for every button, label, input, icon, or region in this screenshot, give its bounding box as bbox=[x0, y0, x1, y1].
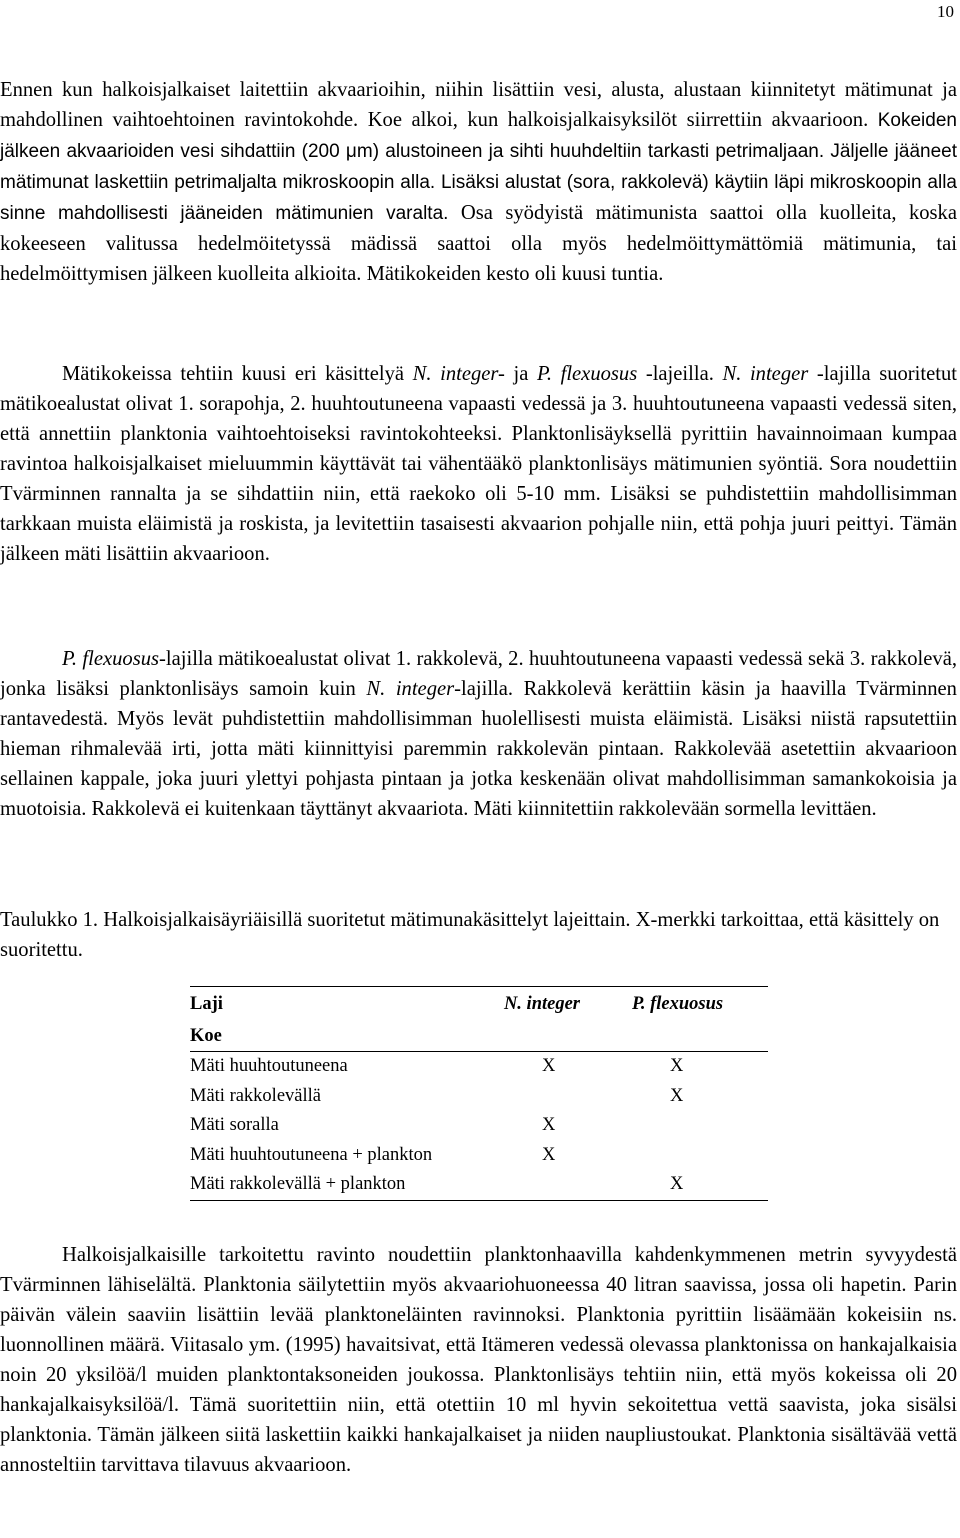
species-name: N. integer bbox=[366, 678, 455, 700]
empty-cell bbox=[622, 1021, 768, 1052]
subheader-koe: Koe bbox=[190, 1021, 504, 1052]
paragraph-2-text: ja bbox=[504, 363, 537, 385]
paragraph-3-text: -lajilla mätikoealustat olivat 1. rakkolevä, 2. huuhtoutuneena vapaasti vedessä sekä 3. rakkolevä, jonka lisäksi planktonlisäys samoin kuin bbox=[0, 648, 957, 700]
table-row bbox=[190, 1052, 768, 1082]
row-label: Mäti huuhtoutuneena + plankton bbox=[190, 1144, 433, 1165]
cell-n-integer bbox=[504, 1082, 622, 1112]
paragraph-4: Halkoisjalkaisille tarkoitettu ravinto noudettiin planktonhaavilla kahdenkymmenen metrin syvyydestä Tvärminnen lähiselältä. Planktonia säilytettiin myös akvaariohuoneessa 40 litran saavissa, jossa oli hapetin. Parin päivän välein saaviin lisättiin levää planktoneläinten ravinnoksi. Planktonia pyrittiin lisäämään kokeisiin ns. luonnollinen määrä. Viitasalo ym. (1995) havaitsivat, että Itämeren vedessä olevassa planktonissa on hankajalkaisia noin 20 yksilöä/l muiden planktontaksoneiden joukossa. Planktonlisäys tehtiin niin, että myös kokeissa oli 20 hankajalkaisyksilöä/l. Tämä suoritettiin niin, että otettiin 10 ml hyvin sekoitettua vettä saavista, joka sisälsi planktonia. Tämän jälkeen siitä laskettiin kaikki hankajalkaiset ja niiden naupliustoukat. Planktonia sisältävää vettä annosteltiin tarvittava tilavuus akvaarioon. bbox=[0, 1244, 957, 1476]
cell-p-flexuosus: X bbox=[669, 1056, 684, 1077]
row-label: Mäti soralla bbox=[190, 1115, 279, 1136]
paragraph-2-text: -lajilla suoritetut mätikoealustat olivat 1. sorapohja, 2. huuhtoutuneena vapaasti vedessä ja 3. huuhtoutuneena vapaasti vedessä siten, että annettiin planktonia vaihtoehtoiseksi ravintokohteeksi. Planktonlisäyksellä pyrittiin havainnoimaan kumpaa ravintoa halkoisjalkaiset mieluummin käyttävät tai vähentääkö planktonlisäys mätimunien syöntiä. Sora noudettiin Tvärminnen rannalta ja se sihdattiin niin, että raekoko oli 5-10 mm. Lisäksi se puhdistettiin mahdollisimman tarkkaan muista eläimistä ja roskista, ja levitettiin tasaisesti akvaarion pohjalle niin, että pohja juuri peittyi. Tämän jälkeen mäti lisättiin akvaarioon. bbox=[0, 363, 957, 565]
cell-n-integer: X bbox=[541, 1144, 556, 1165]
paragraph-1 bbox=[0, 75, 957, 289]
paragraph-1-sentence-1: Ennen kun halkoisjalkaiset laitettiin akvaarioihin, niihin lisättiin vesi, alusta, alustaan kiinnitetyt mätimunat ja mahdollinen vaihtoehtoinen ravintokohde. Koe alkoi, kun halkoisjalkaisyksilöt siirrettiin akvaarioon. bbox=[0, 79, 957, 131]
table-subheader-row bbox=[190, 1021, 768, 1052]
table-row bbox=[190, 1141, 768, 1171]
species-name: N. integer bbox=[722, 363, 809, 385]
table-caption: Taulukko 1. Halkoisjalkaisäyriäisillä suoritetut mätimunakäsittelyt lajeittain. X-merkki tarkoittaa, että käsittely on suoritettu. bbox=[0, 909, 940, 961]
paragraph-3 bbox=[0, 644, 957, 824]
row-label: Mäti rakkolevällä + plankton bbox=[190, 1170, 504, 1200]
header-n-integer: N. integer bbox=[503, 993, 580, 1014]
paragraph-1-sentence-3: Osa syödyistä mätimunista saattoi olla kuolleita, koska kokeeseen valitussa hedelmöitetyssä mädissä saattoi olla myös hedelmöittymättömiä mätimunia, tai hedelmöittymisen jälkeen kuolleita alkioita. Mätikokeiden kesto oli kuusi tuntia. bbox=[0, 202, 957, 285]
cell-n-integer: X bbox=[541, 1115, 556, 1136]
table-row bbox=[190, 1082, 768, 1112]
paragraph-2 bbox=[0, 359, 957, 569]
cell-p-flexuosus bbox=[622, 1111, 768, 1141]
species-name: P. flexuosus bbox=[536, 363, 638, 385]
paragraph-3-text: -lajilla. Rakkolevä kerättiin käsin ja haavilla Tvärminnen rantavedestä. Myös levät puhdistettiin mahdollisimman huolellisesti muista eläimistä. Lisäksi niistä rapsutettiin hieman rihmalevää irti, jotta mäti kiinnittyisi paremmin rakkolevän pintaan. Rakkolevää asetettiin akvaarioon sellainen kappale, joka juuri ylettyi pohjasta pintaan ja jotka keskenään olivat mahdollisimman samankokoisia ja muotoisia. Rakkolevä ei kuitenkaan täyttänyt akvaariota. Mäti kiinnitettiin rakkolevään sormella levittäen. bbox=[0, 678, 957, 820]
table-header-row bbox=[190, 987, 768, 1022]
header-p-flexuosus: P. flexuosus bbox=[631, 993, 724, 1014]
treatment-table bbox=[190, 986, 768, 1201]
table-row bbox=[190, 1111, 768, 1141]
cell-n-integer bbox=[504, 1170, 622, 1200]
species-name: N. integer- bbox=[412, 363, 505, 385]
row-label: Mäti huuhtoutuneena bbox=[190, 1056, 348, 1077]
paragraph-1-sentence-2: Kokeiden jälkeen akvaarioiden vesi sihdattiin (200 μm) alustoineen ja sihti huuhdeltiin tarkasti petrimaljaan. Jäljelle jääneet mätimunat laskettiin petrimaljalta mikroskoopin alla. Lisäksi alustat (sora, rakkolevä) käytiin läpi mikroskoopin alla sinne mahdollisesti jääneiden mätimunien varalta. bbox=[0, 110, 957, 224]
page-number: 10 bbox=[937, 2, 954, 21]
table-row bbox=[190, 1170, 768, 1200]
cell-p-flexuosus bbox=[622, 1141, 768, 1171]
empty-cell bbox=[504, 1021, 622, 1052]
header-laji: Laji bbox=[190, 993, 223, 1014]
species-name: P. flexuosus bbox=[62, 648, 160, 670]
cell-p-flexuosus: X bbox=[669, 1085, 684, 1106]
paragraph-2-text: -lajeilla. bbox=[637, 363, 723, 385]
paragraph-2-text: Mätikokeissa tehtiin kuusi eri käsittelyä bbox=[62, 363, 413, 385]
row-label: Mäti rakkolevällä bbox=[190, 1085, 321, 1106]
cell-n-integer: X bbox=[541, 1056, 556, 1077]
cell-p-flexuosus: X bbox=[622, 1170, 768, 1200]
